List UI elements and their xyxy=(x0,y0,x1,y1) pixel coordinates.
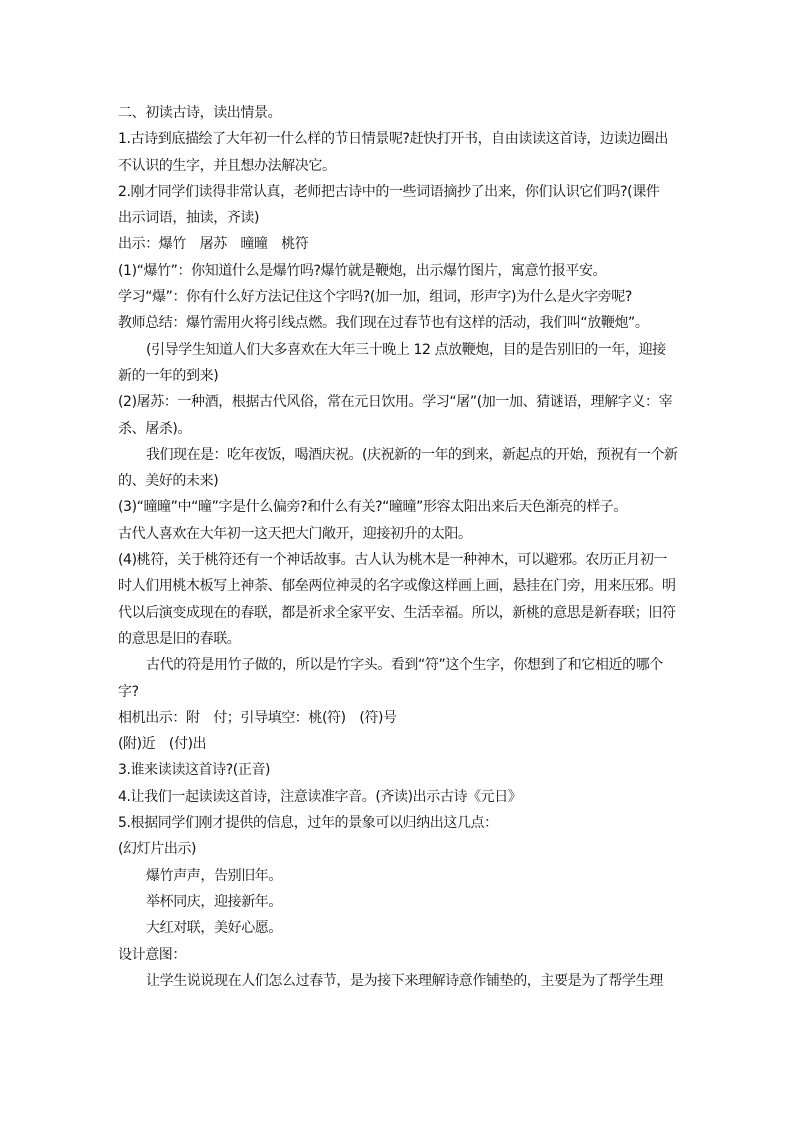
text-line: 举杯同庆，迎接新年。 xyxy=(146,893,282,910)
text-line: 让学生说说现在人们怎么过春节，是为接下来理解诗意作铺垫的，主要是为了帮学生理 xyxy=(146,972,663,989)
text-line: 3.谁来读读这首诗?(正音) xyxy=(118,762,271,779)
text-line: 我们现在是：吃年夜饭，喝酒庆祝。(庆祝新的一年的到来，新起点的开始，预祝有一个新 xyxy=(146,446,678,463)
text-line: 不认识的生字，并且想办法解决它。 xyxy=(118,157,336,174)
text-line: 5.根据同学们刚才提供的信息，过年的景象可以归纳出这几点： xyxy=(118,815,498,832)
text-line: (3)“曈曈”中“曈”字是什么偏旁?和什么有关?“曈曈”形容太阳出来后天色渐亮的样子。 xyxy=(118,499,628,516)
text-line: (2)屠苏：一种酒，根据古代风俗，常在元日饮用。学习“屠”(加一加、猜谜语，理解字义：宰 xyxy=(118,394,673,411)
text-line: (幻灯片出示) xyxy=(118,841,197,858)
text-line: 相机出示：附 付；引导填空：桃(符) (符)号 xyxy=(118,709,397,726)
text-line: (附)近 (付)出 xyxy=(118,736,207,753)
text-line: 古代的符是用竹子做的，所以是竹字头。看到“符”这个生字，你想到了和它相近的哪个 xyxy=(146,657,663,674)
text-line: 的、美好的未来) xyxy=(118,473,219,490)
text-line: 爆竹声声，告别旧年。 xyxy=(146,867,282,884)
text-line: 设计意图： xyxy=(118,946,186,963)
text-line: 的意思是旧的春联。 xyxy=(118,630,241,647)
text-line: (4)桃符，关于桃符还有一个神话故事。古人认为桃木是一种神木，可以避邪。农历正月初一 xyxy=(118,552,668,569)
text-line: 1.古诗到底描绘了大年初一什么样的节日情景呢?赶快打开书，自由读读这首诗，边读边圈出 xyxy=(118,131,668,148)
text-line: 新的一年的到来) xyxy=(118,367,219,384)
text-line: 古代人喜欢在大年初一这天把大门敞开，迎接初升的太阳。 xyxy=(118,525,472,542)
text-line: 教师总结：爆竹需用火将引线点燃。我们现在过春节也有这样的活动，我们叫“放鞭炮”。 xyxy=(118,315,649,332)
text-line: 出示：爆竹 屠苏 曈曈 桃符 xyxy=(118,236,309,253)
document-page xyxy=(118,100,678,994)
text-line: 4.让我们一起读读这首诗，注意读准字音。(齐读)出示古诗《元日》 xyxy=(118,788,522,805)
text-line: 字? xyxy=(118,683,139,700)
text-line: 出示词语，抽读，齐读) xyxy=(118,210,260,227)
text-line: 代以后演变成现在的春联，都是祈求全家平安、生活幸福。所以，新桃的意思是新春联；旧符 xyxy=(118,604,676,621)
text-line: 杀、屠杀)。 xyxy=(118,420,192,437)
text-line: 时人们用桃木板写上神荼、郁垒两位神灵的名字或像这样画上画，悬挂在门旁，用来压邪。明 xyxy=(118,578,676,595)
text-line: 学习“爆”：你有什么好方法记住这个字吗?(加一加，组词，形声字)为什么是火字旁呢? xyxy=(118,289,632,306)
text-line: (1)“爆竹”：你知道什么是爆竹吗?爆竹就是鞭炮，出示爆竹图片，寓意竹报平安。 xyxy=(118,262,607,279)
text-line: 二、初读古诗，读出情景。 xyxy=(118,105,282,121)
text-line: (引导学生知道人们大多喜欢在大年三十晚上 12 点放鞭炮，目的是告别旧的一年，迎接 xyxy=(146,341,666,358)
text-line: 大红对联，美好心愿。 xyxy=(146,920,282,937)
text-line: 2.刚才同学们读得非常认真，老师把古诗中的一些词语摘抄了出来，你们认识它们吗?(课件 xyxy=(118,183,660,200)
